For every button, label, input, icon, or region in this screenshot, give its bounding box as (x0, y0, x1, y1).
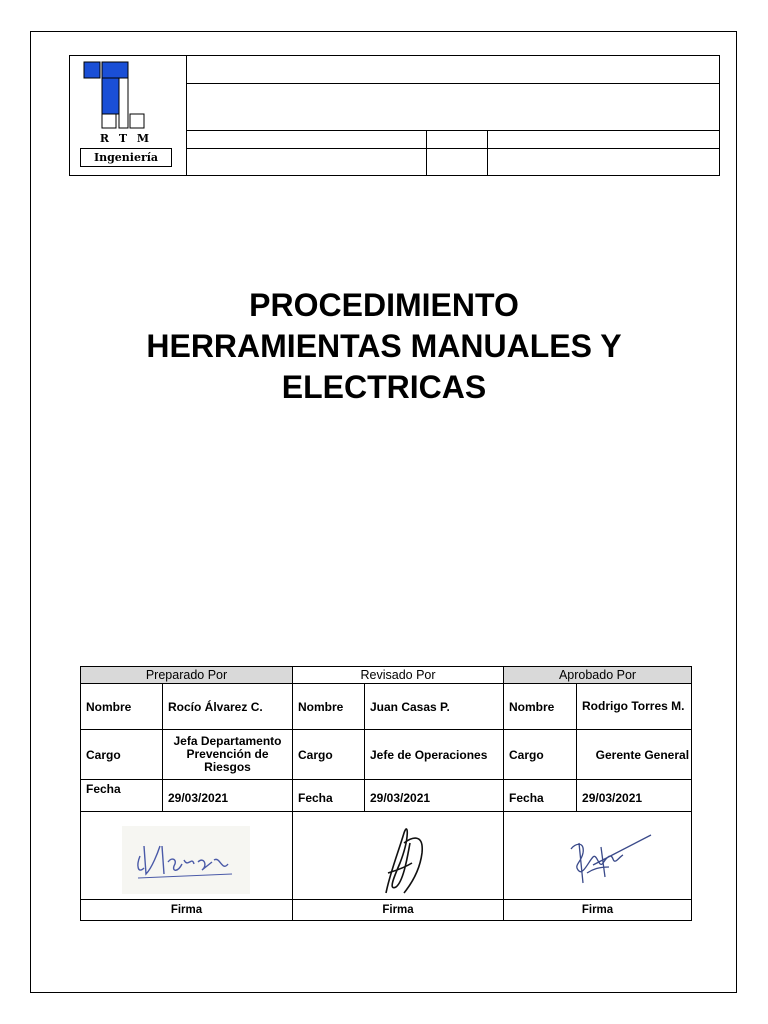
logo-ingenieria-text: Ingeniería (80, 148, 172, 167)
label-fecha: Fecha (81, 780, 163, 812)
rtm-logo-mark-icon (77, 60, 175, 132)
revisado-nombre: Juan Casas P. (365, 684, 504, 730)
signature-row (81, 812, 692, 900)
document-title (60, 285, 708, 408)
signature-casas-icon (338, 813, 458, 899)
header-rule (186, 130, 719, 131)
label-cargo: Cargo (504, 730, 577, 780)
approval-table (80, 666, 692, 921)
firma-label: Firma (293, 900, 504, 921)
label-fecha: Fecha (504, 780, 577, 812)
preparado-fecha: 29/03/2021 (163, 780, 293, 812)
revisado-signature (293, 812, 504, 900)
preparado-nombre: Rocío Álvarez C. (163, 684, 293, 730)
document-header (69, 55, 720, 176)
aprobado-signature (504, 812, 692, 900)
label-nombre: Nombre (504, 684, 577, 730)
title-line-3: ELECTRICAS (281, 369, 487, 405)
firma-label: Firma (504, 900, 692, 921)
aprobado-nombre: Rodrigo Torres M. (577, 684, 692, 730)
header-rule (186, 148, 719, 149)
label-cargo: Cargo (293, 730, 365, 780)
header-preparado: Preparado Por (81, 667, 293, 684)
signature-alvarez-icon (122, 816, 252, 896)
label-cargo: Cargo (81, 730, 163, 780)
revisado-fecha: 29/03/2021 (365, 780, 504, 812)
signature-torres-icon (523, 813, 673, 899)
label-nombre: Nombre (293, 684, 365, 730)
header-rule (426, 130, 427, 175)
logo-rtm-text: R T M (99, 132, 153, 145)
approval-header-row (81, 667, 692, 684)
aprobado-fecha: 29/03/2021 (577, 780, 692, 812)
header-rule (186, 83, 719, 84)
fecha-row (81, 780, 692, 812)
firma-label: Firma (81, 900, 293, 921)
preparado-signature (81, 812, 293, 900)
header-aprobado: Aprobado Por (504, 667, 692, 684)
header-rule (487, 130, 488, 175)
title-line-2: HERRAMIENTAS MANUALES Y (146, 328, 622, 364)
logo-cell (70, 56, 187, 175)
firma-row (81, 900, 692, 921)
nombre-row (81, 684, 692, 730)
label-fecha: Fecha (293, 780, 365, 812)
rtm-logo (77, 60, 175, 168)
title-line-1: PROCEDIMIENTO (249, 287, 519, 323)
label-nombre: Nombre (81, 684, 163, 730)
cargo-row (81, 730, 692, 780)
preparado-cargo: Jefa Departamento Prevención de Riesgos (163, 730, 293, 780)
aprobado-cargo: Gerente General (577, 730, 692, 780)
revisado-cargo: Jefe de Operaciones (365, 730, 504, 780)
header-revisado: Revisado Por (293, 667, 504, 684)
